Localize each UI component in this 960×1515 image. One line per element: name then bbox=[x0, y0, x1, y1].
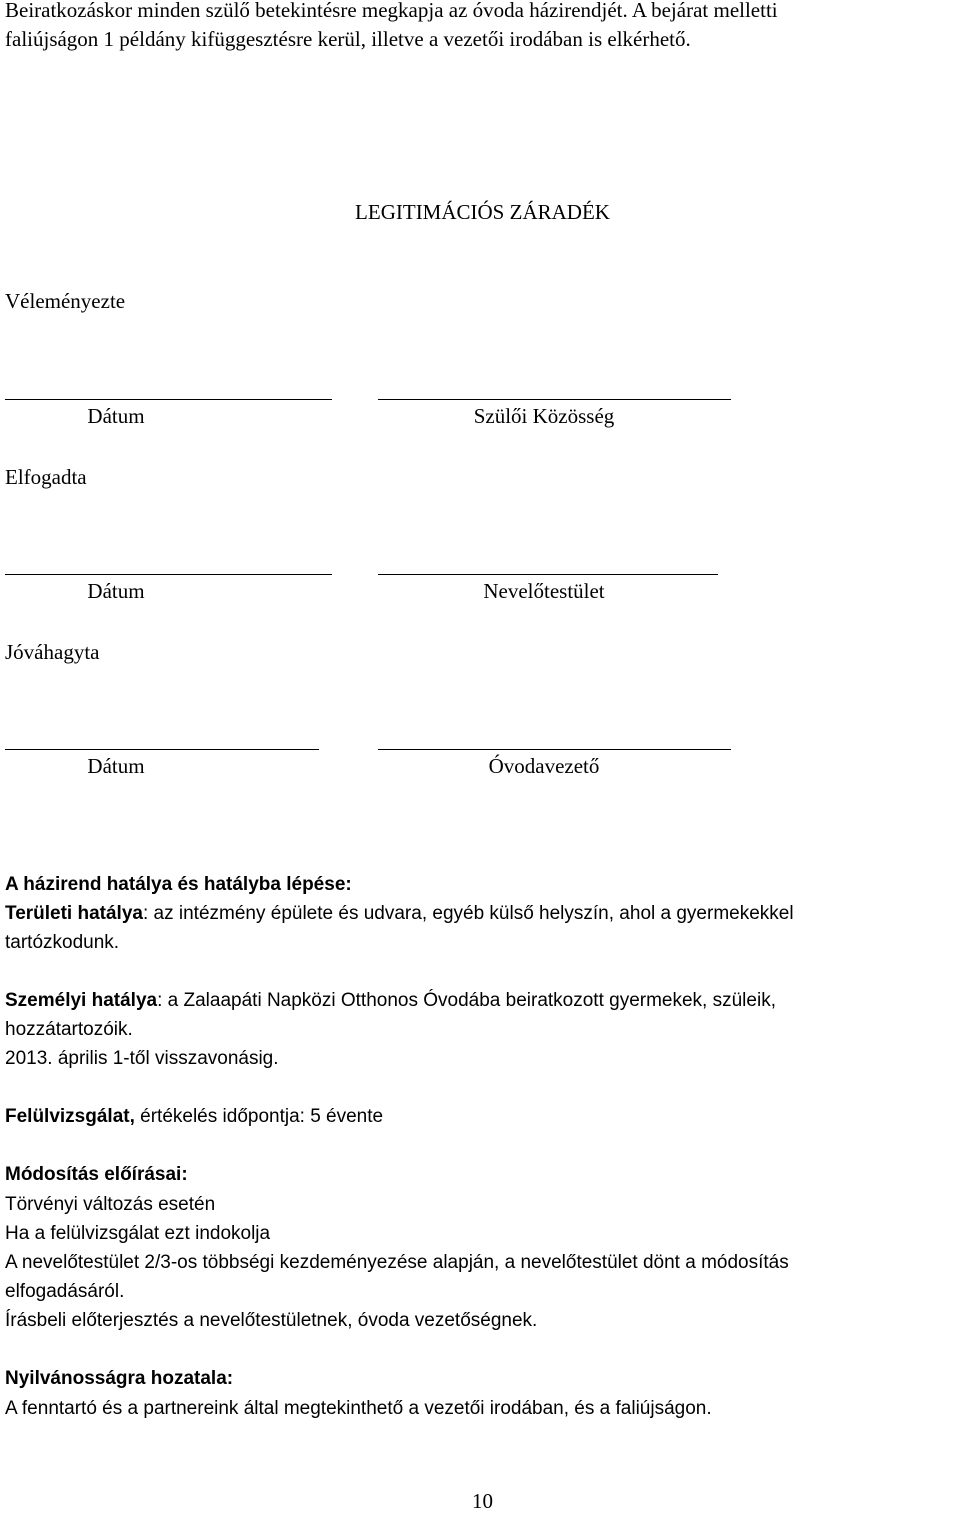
modification-item: A nevelőtestület 2/3-os többségi kezdeményezése alapján, a nevelőtestület dönt a módosítás bbox=[5, 1252, 789, 1273]
territorial-scope-text: : az intézmény épülete és udvara, egyéb külső helyszín, ahol a gyermekekkel bbox=[142, 903, 794, 924]
modification-item: Ha a felülvizsgálat ezt indokolja bbox=[5, 1223, 271, 1244]
personal-scope-line-1 bbox=[5, 986, 955, 1015]
effective-date: 2013. április 1-től visszavonásig. bbox=[5, 1048, 279, 1069]
heading-jovahagyta: Jóváhagyta bbox=[5, 640, 100, 664]
date-label: Dátum bbox=[87, 754, 145, 778]
date-label: Dátum bbox=[87, 579, 145, 603]
modification-item: Írásbeli előterjesztés a nevelőtestületnek, óvoda vezetőségnek. bbox=[5, 1310, 538, 1331]
review-line bbox=[5, 1102, 383, 1131]
signature-line-signer bbox=[378, 574, 718, 575]
intro-line-1: Beiratkozáskor minden szülő betekintésre megkapja az óvoda házirendjét. A bejárat melletti bbox=[5, 0, 778, 22]
signer-label: Óvodavezető bbox=[488, 754, 600, 778]
signer-label: Nevelőtestület bbox=[483, 579, 605, 603]
territorial-scope-line-1 bbox=[5, 899, 955, 928]
review-text: értékelés időpontja: 5 évente bbox=[134, 1106, 384, 1127]
personal-scope-line-2: hozzátartozóik. bbox=[5, 1019, 133, 1040]
scope-heading: A házirend hatálya és hatályba lépése: bbox=[5, 874, 352, 895]
signature-line-date bbox=[5, 749, 319, 750]
intro-line-2: faliújságon 1 példány kifüggesztésre kerül, illetve a vezetői irodában is elkérhető. bbox=[5, 27, 691, 51]
modification-heading: Módosítás előírásai: bbox=[5, 1164, 188, 1185]
heading-velemenyezte: Véleményezte bbox=[5, 289, 126, 313]
signature-line-date bbox=[5, 399, 332, 400]
territorial-scope-label: Területi hatálya bbox=[5, 903, 143, 924]
review-label: Felülvizsgálat, bbox=[5, 1106, 135, 1127]
signature-line-signer bbox=[378, 749, 731, 750]
modification-item: Törvényi változás esetén bbox=[5, 1194, 216, 1215]
publicity-heading: Nyilvánosságra hozatala: bbox=[5, 1368, 234, 1389]
personal-scope-text: : a Zalaapáti Napközi Otthonos Óvodába beiratkozott gyermekek, szüleik, bbox=[157, 990, 776, 1011]
page-number: 10 bbox=[472, 1489, 493, 1513]
heading-elfogadta: Elfogadta bbox=[5, 465, 87, 489]
personal-scope-label: Személyi hatálya bbox=[5, 990, 158, 1011]
modification-item: elfogadásáról. bbox=[5, 1281, 125, 1302]
publicity-text: A fenntartó és a partnereink által megtekinthető a vezetői irodában, és a faliújságon. bbox=[5, 1398, 712, 1419]
territorial-scope-line-2: tartózkodunk. bbox=[5, 932, 120, 953]
signature-line-date bbox=[5, 574, 332, 575]
date-label: Dátum bbox=[87, 404, 145, 428]
legitimacy-title: LEGITIMÁCIÓS ZÁRADÉK bbox=[355, 200, 610, 224]
signer-label: Szülői Közösség bbox=[473, 404, 615, 428]
signature-line-signer bbox=[378, 399, 731, 400]
